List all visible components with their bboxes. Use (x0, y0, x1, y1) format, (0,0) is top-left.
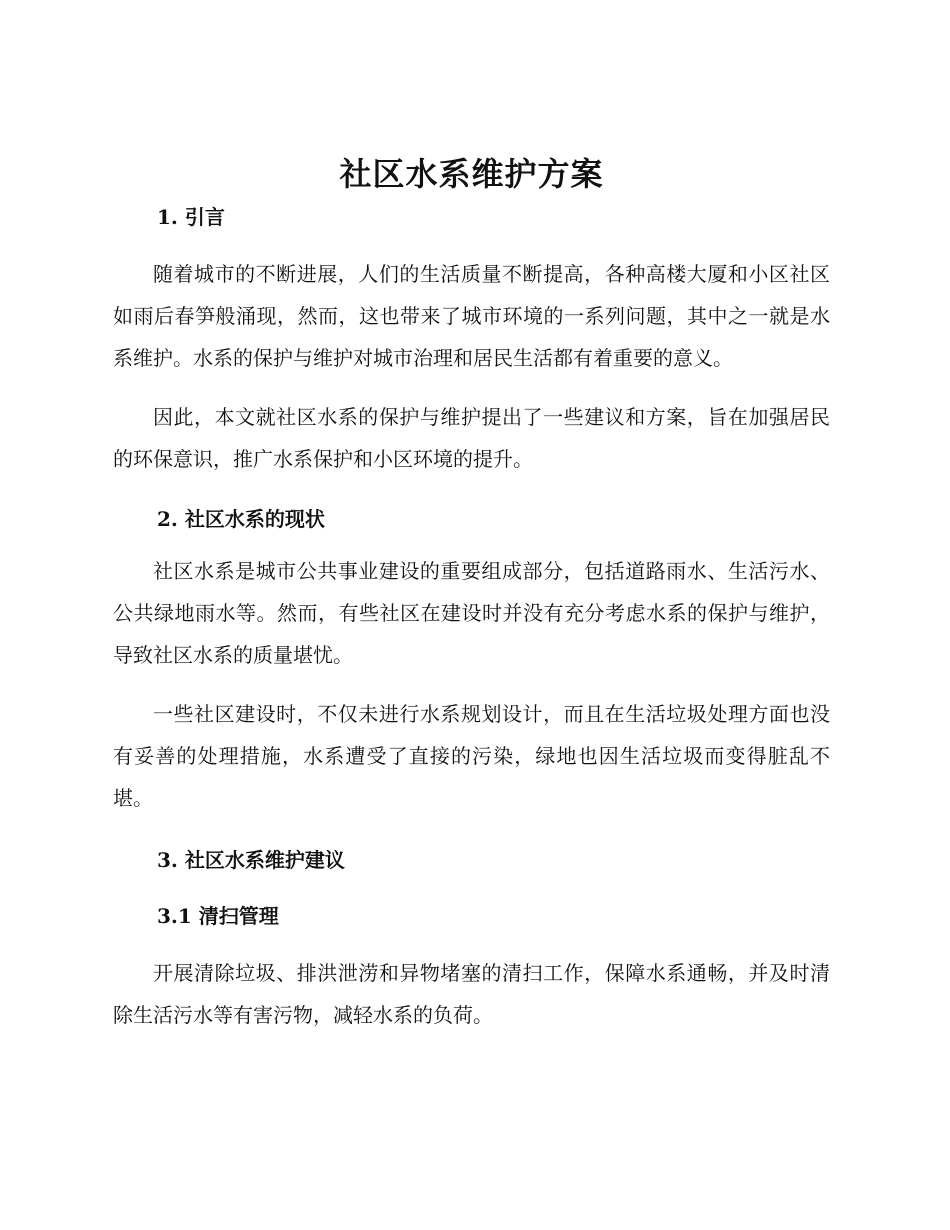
paragraph-status-1: 社区水系是城市公共事业建设的重要组成部分，包括道路雨水、生活污水、公共绿地雨水等。然而，有些社区在建设时并没有充分考虑水系的保护与维护，导致社区水系的质量堪忧。 (113, 559, 830, 667)
document-title: 社区水系维护方案 (339, 155, 604, 193)
section-heading-intro: 1. 引言 (157, 205, 225, 229)
paragraph-cleaning-1: 开展清除垃圾、排洪泄涝和异物堵塞的清扫工作，保障水系通畅，并及时清除生活污水等有害污物，减轻水系的负荷。 (113, 961, 830, 1027)
section-heading-advice: 3. 社区水系维护建议 (157, 848, 345, 872)
paragraph-intro-1: 随着城市的不断进展，人们的生活质量不断提高，各种高楼大厦和小区社区如雨后春笋般涌现，然而，这也带来了城市环境的一系列问题，其中之一就是水系维护。水系的保护与维护对城市治理和居民生活都有着重要的意义。 (113, 262, 830, 370)
paragraph-status-2: 一些社区建设时，不仅未进行水系规划设计，而且在生活垃圾处理方面也没有妥善的处理措施，水系遭受了直接的污染，绿地也因生活垃圾而变得脏乱不堪。 (113, 702, 830, 810)
section-heading-status: 2. 社区水系的现状 (157, 507, 325, 531)
paragraph-intro-2: 因此，本文就社区水系的保护与维护提出了一些建议和方案，旨在加强居民的环保意识，推广水系保护和小区环境的提升。 (113, 405, 830, 471)
subsection-heading-cleaning: 3.1 清扫管理 (157, 904, 279, 928)
